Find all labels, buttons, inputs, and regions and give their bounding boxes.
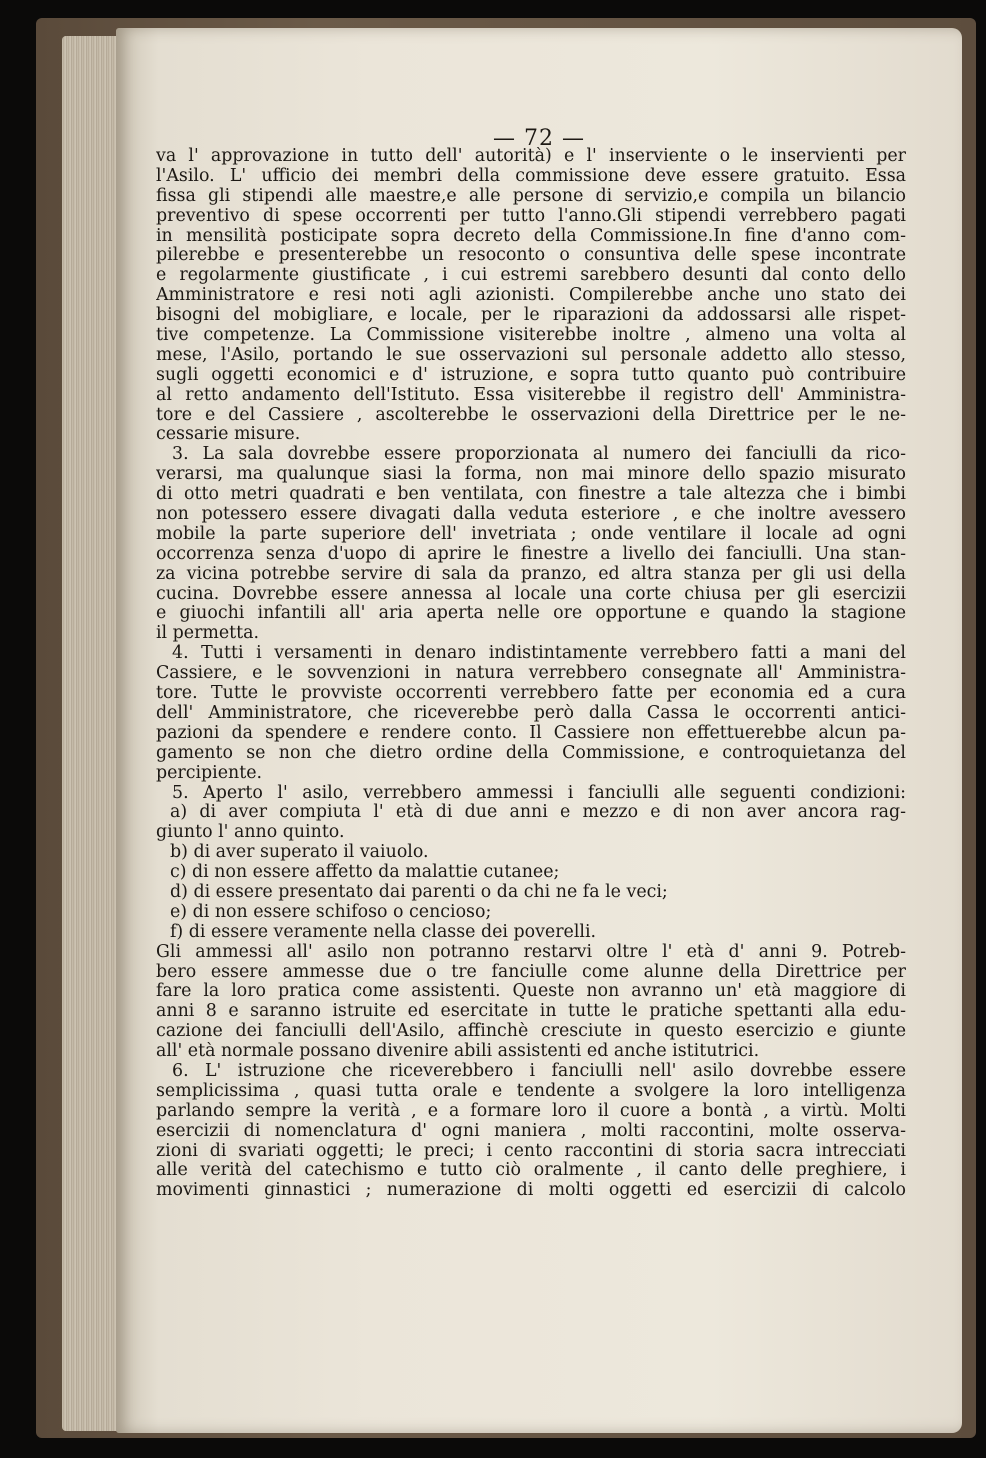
- text-line: Cassiere, e le sovvenzioni in natura verrebbero consegnate all' Amministra-: [156, 664, 906, 684]
- text-line: d) di essere presentato dai parenti o da chi ne fa le veci;: [170, 882, 668, 902]
- text-line: f) di essere veramente nella classe dei poverelli.: [170, 922, 597, 942]
- text-line: mobile la parte superiore dell' invetriata ; onde ventilare il locale ad ogni: [156, 524, 906, 544]
- text-line: c) di non essere affetto da malattie cutanee;: [170, 863, 560, 883]
- text-line: cazione dei fanciulli dell'Asilo, affinchè cresciute in questo esercizio e giunte: [156, 1022, 906, 1042]
- text-line: non potessero essere divagati dalla veduta esteriore , e che inoltre avessero: [156, 505, 906, 525]
- text-line: alle verità del catechismo e tutto ciò oralmente , il canto delle preghiere, i: [156, 1161, 906, 1181]
- text-line: va l' approvazione in tutto dell' autorità) e l' inserviente o le inservienti per: [156, 147, 906, 166]
- text-line: movimenti ginnastici ; numerazione di molti oggetti ed esercizii di calcolo: [156, 1181, 906, 1201]
- page-number: — 72 —: [493, 126, 585, 151]
- text-line: fissa gli stipendi alle maestre,e alle persone di servizio,e compila un bilancio: [156, 186, 906, 206]
- text-line: esercizii di nomenclatura d' ogni maniera , molti raccontini, molte osserva-: [156, 1121, 906, 1141]
- text-line: di otto metri quadrati e ben ventilata, con finestre a tale altezza che i bimbi: [156, 485, 906, 505]
- text-line: bero essere ammesse due o tre fanciulle come alunne della Direttrice per: [156, 962, 906, 982]
- text-line: a) di aver compiuta l' età di due anni e mezzo e di non aver ancora rag-: [170, 803, 906, 823]
- text-line: e) di non essere schifoso o cencioso;: [170, 902, 492, 922]
- text-line: verarsi, ma qualunque siasi la forma, non mai minore dello spazio misurato: [156, 465, 906, 485]
- text-line: pazioni da spendere e rendere conto. Il Cassiere non effettuerebbe alcun pa-: [156, 723, 906, 743]
- text-line: 6. L' istruzione che riceverebbero i fanciulli nell' asilo dovrebbe essere: [172, 1061, 906, 1081]
- text-line: e regolarmente giustificate , i cui estremi sarebbero desunti dal conto dello: [156, 266, 906, 286]
- text-line: tive competenze. La Commissione visiterebbe inoltre , almeno una volta al: [156, 326, 906, 346]
- text-line: bisogni del mobigliare, e locale, per le riparazioni da addossarsi alle rispet-: [156, 306, 906, 326]
- text-line: parlando sempre la verità , e a formare loro il cuore a bontà , a virtù. Molti: [156, 1101, 906, 1121]
- text-line: Gli ammessi all' asilo non potranno restarvi oltre l' età d' anni 9. Potreb-: [156, 942, 906, 962]
- text-line: dell' Amministratore, che riceverebbe però dalla Cassa le occorrenti antici-: [156, 703, 906, 723]
- text-line: gamento se non che dietro ordine della Commissione, e controquietanza del: [156, 743, 906, 763]
- text-line: 5. Aperto l' asilo, verrebbero ammessi i fanciulli alle seguenti condizioni:: [172, 783, 906, 803]
- text-line: fare la loro pratica come assistenti. Queste non avranno un' età maggiore di: [156, 982, 906, 1002]
- text-line: pilerebbe e presenterebbe un resoconto o consuntiva delle spese incontrate: [156, 246, 906, 266]
- text-line: cucina. Dovrebbe essere annessa al locale una corte chiusa per gli esercizii: [156, 584, 906, 604]
- text-line: il permetta.: [156, 624, 260, 644]
- text-line: anni 8 e saranno istruite ed esercitate in tutte le pratiche spettanti alla edu-: [156, 1002, 906, 1022]
- text-line: tore e del Cassiere , ascolterebbe le osservazioni della Direttrice per le ne-: [156, 405, 906, 425]
- text-line: zioni di svariati oggetti; le preci; i cento raccontini di storia sacra intrecciati: [156, 1141, 906, 1161]
- text-line: sugli oggetti economici e d' istruzione, e sopra tutto quanto può contribuire: [156, 365, 906, 385]
- text-line: b) di aver superato il vaiuolo.: [170, 843, 429, 863]
- text-line: giunto l' anno quinto.: [156, 823, 345, 843]
- text-line: preventivo di spese occorrenti per tutto l'anno.Gli stipendi verrebbero pagati: [156, 206, 906, 226]
- text-line: al retto andamento dell'Istituto. Essa visiterebbe il registro dell' Amministra-: [156, 385, 906, 405]
- text-line: mese, l'Asilo, portando le sue osservazioni sul personale addetto allo stesso,: [156, 345, 906, 365]
- text-line: semplicissima , quasi tutta orale e tendente a svolgere la loro intelligenza: [156, 1081, 906, 1101]
- text-line: za vicina potrebbe servire di sala da pranzo, ed altra stanza per gli usi della: [156, 564, 906, 584]
- page-text: [156, 147, 906, 1201]
- text-line: all' età normale possano divenire abili assistenti ed anche istitutrici.: [156, 1042, 760, 1062]
- text-line: l'Asilo. L' ufficio dei membri della commissione deve essere gratuito. Essa: [156, 166, 906, 186]
- text-line: percipiente.: [156, 763, 263, 783]
- text-line: in mensilità posticipate sopra decreto della Commissione.In fine d'anno com-: [156, 226, 906, 246]
- text-line: tore. Tutte le provviste occorrenti verrebbero fatte per economia ed a cura: [156, 684, 906, 704]
- text-line: Amministratore e resi noti agli azionisti. Compilerebbe anche uno stato dei: [156, 286, 906, 306]
- text-line: occorrenza senza d'uopo di aprire le finestre a livello dei fanciulli. Una stan-: [156, 544, 906, 564]
- text-line: 4. Tutti i versamenti in denaro indistintamente verrebbero fatti a mani del: [172, 644, 906, 664]
- text-line: cessarie misure.: [156, 425, 301, 445]
- text-line: 3. La sala dovrebbe essere proporzionata al numero dei fanciulli da rico-: [172, 445, 906, 465]
- text-line: e giuochi infantili all' aria aperta nelle ore opportune e quando la stagione: [156, 604, 906, 624]
